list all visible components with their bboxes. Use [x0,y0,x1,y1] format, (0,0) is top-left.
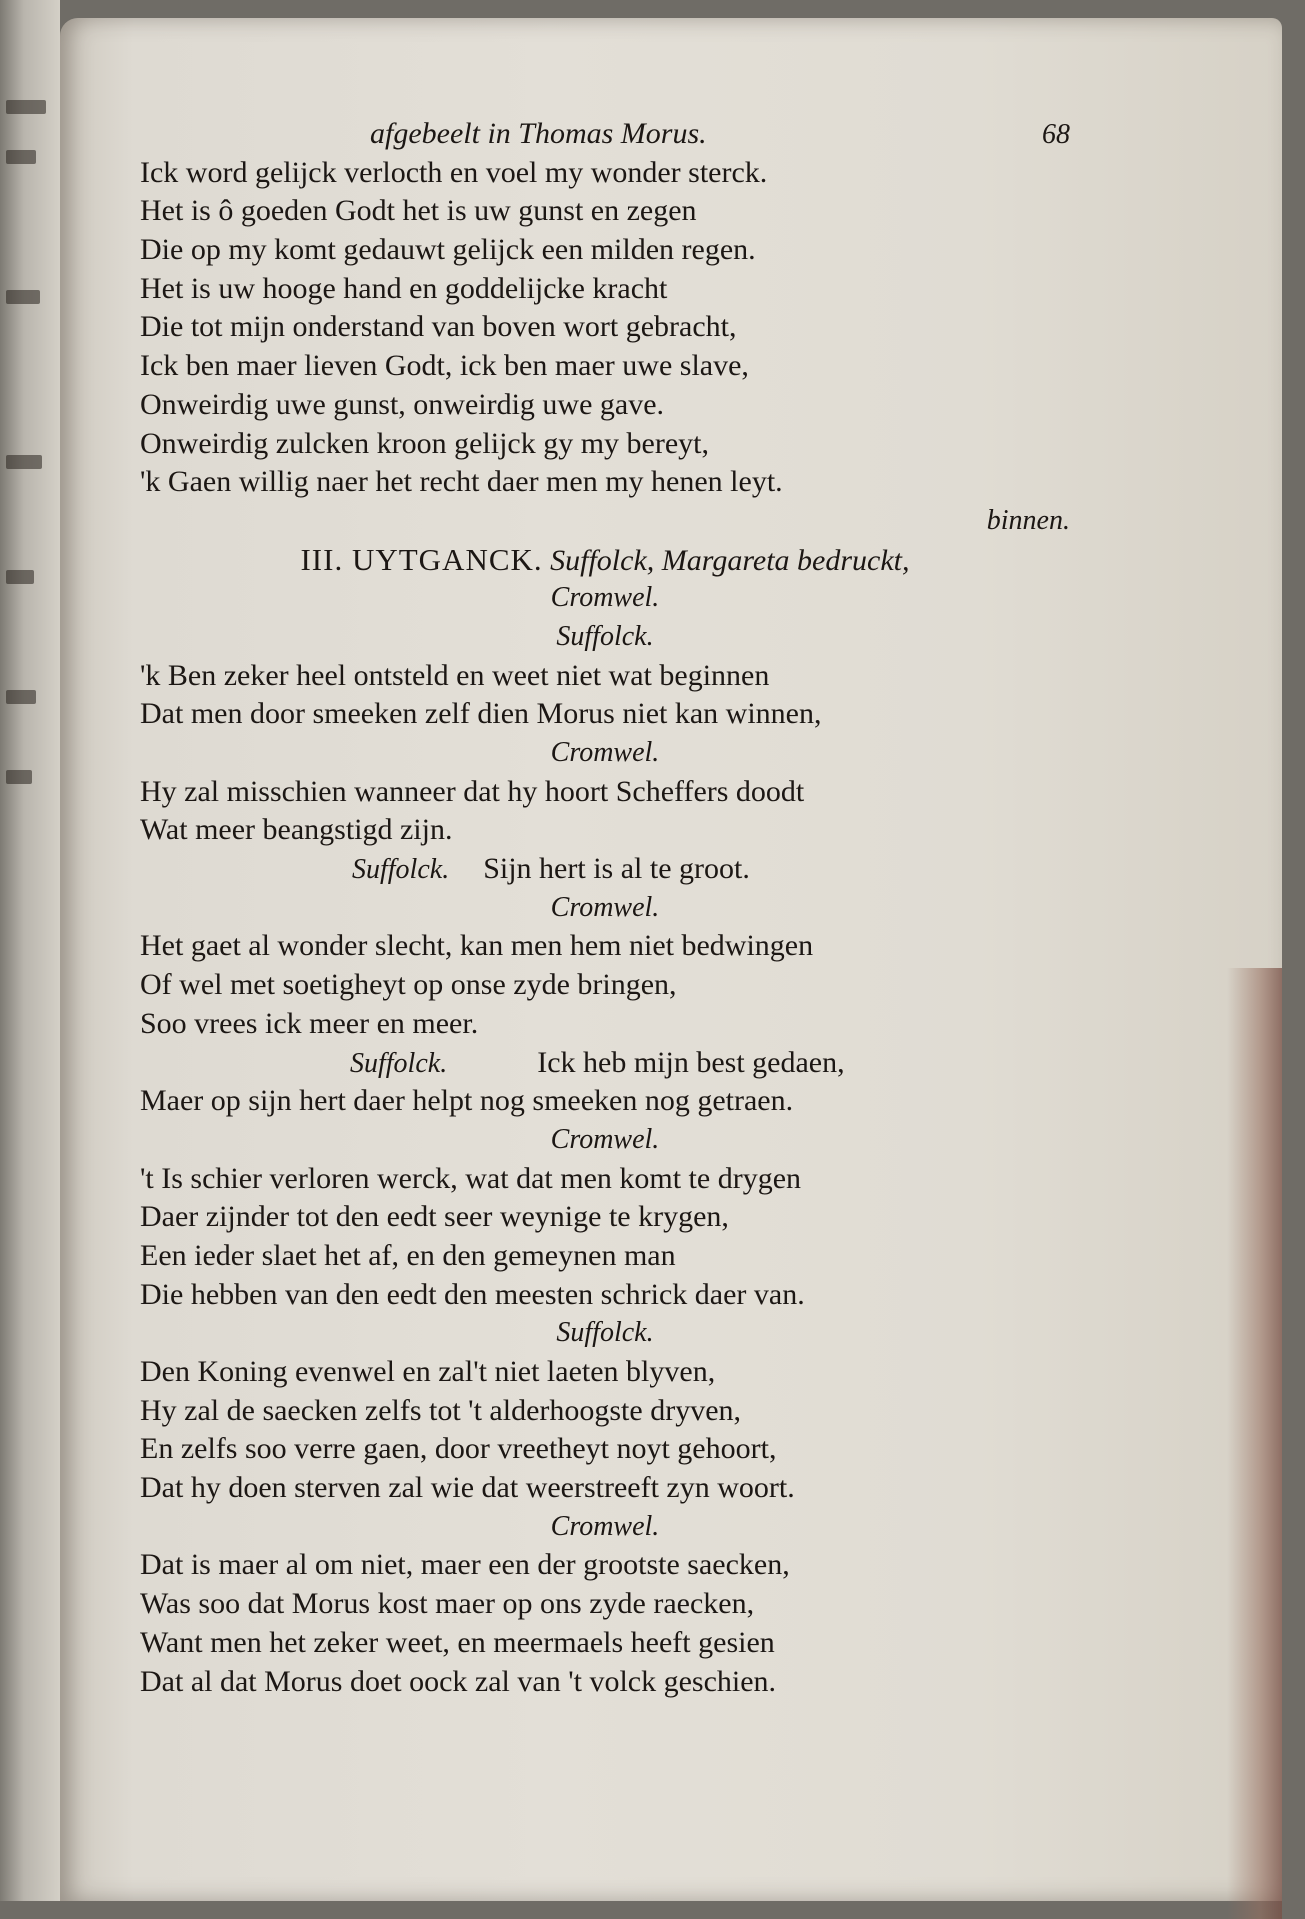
verse-line: Dat al dat Morus doet oock zal van 't volck geschien. [140,1664,777,1698]
verse-line: Het is ô goeden Godt het is uw gunst en zegen [140,194,697,228]
speaker-cromwel: Cromwel. [550,1510,660,1542]
speaker-suffolck: Suffolck. [556,1317,654,1349]
verse-line: Het is uw hooge hand en goddelijcke kracht [140,271,668,305]
split-verse-text: Sijn hert is al te groot. [483,852,750,886]
scene-cast: Suffolck, Margareta bedruckt, [550,543,910,577]
facing-page-text-fragment [6,150,36,164]
facing-page-text-fragment [6,770,32,784]
stage-direction-binnen: binnen. [986,504,1070,536]
verse-line: Was soo dat Morus kost maer op ons zyde raecken, [140,1587,755,1621]
verse-line: Het gaet al wonder slecht, kan men hem niet bedwingen [140,929,814,963]
facing-page-text-fragment [6,100,46,114]
verse-line: Die hebben van den eedt den meesten schrick daer van. [140,1277,805,1311]
page-number: 68 [1042,119,1070,150]
verse-line: Wat meer beangstigd zijn. [140,813,453,847]
running-title: afgebeelt in Thomas Morus. [370,117,707,150]
verse-line: 'k Gaen willig naer het recht daer men my henen leyt. [140,465,783,499]
speaker-cromwel: Cromwel. [550,737,660,768]
verse-line: Hy zal de saecken zelfs tot 't alderhoogste dryven, [140,1393,742,1427]
scene-number: III. UYTGANCK. [300,541,543,577]
verse-line: Dat men door smeeken zelf dien Morus niet kan winnen, [140,697,822,731]
facing-page-text-fragment [6,290,40,304]
speaker-label [140,1314,1070,1353]
verse-line: 'k Ben zeker heel ontsteld en weet niet wat beginnen [140,658,770,692]
scene-heading [140,541,1070,580]
verse-line: Maer op sijn hert daer helpt nog smeeken nog getraen. [140,1084,794,1118]
facing-page-edge [0,0,60,1901]
facing-page-text-fragment [6,690,36,704]
speaker-cromwel: Cromwel. [550,1123,660,1155]
verse-line: Of wel met soetigheyt op onse zyde bringen, [140,968,677,1002]
running-header [140,115,1070,154]
facing-page-text-fragment [6,455,42,469]
facing-page-text-fragment [6,570,34,584]
verse-line: 't Is schier verloren werck, wat dat men komt te drygen [140,1161,802,1195]
speaker-cromwel: Cromwel. [550,891,660,923]
page-text [140,115,1070,1701]
verse-line: Ick word gelijck verlocth en voel my wonder sterck. [140,155,768,189]
verse-line: Want men het zeker weet, en meermaels heeft gesien [140,1625,775,1659]
speaker-label [140,889,1070,928]
verse-line: Dat is maer al om niet, maer een der grootste saecken, [140,1548,790,1582]
split-verse-text: Ick heb mijn best gedaen, [537,1045,845,1079]
page-edge-stain [1227,968,1282,1919]
scene-cast-line [140,579,1070,618]
stage-direction [140,502,1070,541]
speaker-suffolck: Suffolck. [350,1047,448,1079]
book-page [60,18,1282,1901]
split-verse-line [140,850,1070,889]
verse-line: Hy zal misschien wanneer dat hy hoort Scheffers doodt [140,774,805,808]
verse-line: Den Koning evenwel en zal't niet laeten blyven, [140,1355,716,1388]
verse-line: Die tot mijn onderstand van boven wort gebracht, [140,310,737,344]
verse-line: Onweirdig uwe gunst, onweirdig uwe gave. [140,387,665,421]
verse-line: Een ieder slaet het af, en den gemeynen man [140,1238,676,1272]
split-verse-line [140,1044,1070,1083]
speaker-label [140,618,1070,657]
speaker-label [140,734,1070,773]
verse-line: Onweirdig zulcken kroon gelijck gy my bereyt, [140,426,710,460]
verse-line: Dat hy doen sterven zal wie dat weerstreeft zyn woort. [140,1471,795,1505]
scene-cast-cont: Cromwel. [550,582,660,614]
speaker-label [140,1508,1070,1547]
verse-line: Ick ben maer lieven Godt, ick ben maer uwe slave, [140,349,749,383]
speaker-suffolck: Suffolck. [352,854,450,886]
speaker-label [140,1121,1070,1160]
verse-line: Daer zijnder tot den eedt seer weynige te krygen, [140,1200,729,1234]
verse-line: En zelfs soo verre gaen, door vreetheyt noyt gehoort, [140,1432,777,1466]
speaker-suffolck: Suffolck. [556,620,654,652]
verse-line: Die op my komt gedauwt gelijck een milden regen. [140,233,756,267]
verse-line: Soo vrees ick meer en meer. [140,1006,479,1040]
